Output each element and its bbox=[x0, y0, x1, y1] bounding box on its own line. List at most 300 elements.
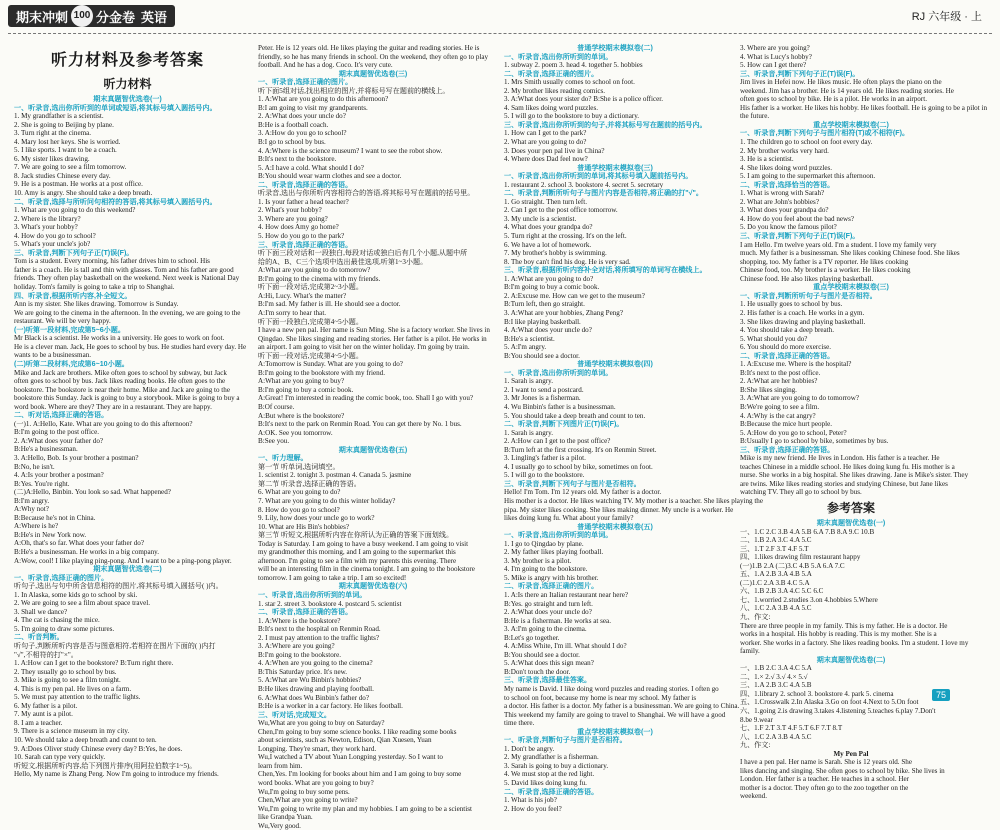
text-line: B:I'm going to buy a comic book. bbox=[504, 283, 600, 292]
text-line: 二、1.× 2.√ 3.√ 4.× 5.√ bbox=[740, 672, 808, 681]
text-line: 9. A:Does Oliver study Chinese every day? B:Yes, he does. bbox=[14, 744, 183, 753]
page-title: 听力材料及参考答案 bbox=[50, 52, 204, 69]
text-line: 1. Go straight. Then turn left. bbox=[504, 197, 588, 206]
question-heading: 一、听录音,选择正确的图片。 bbox=[14, 573, 109, 582]
text-line: 6. We have a lot of homework. bbox=[504, 240, 592, 249]
text-line: 4. What is Lucy's hobby? bbox=[740, 52, 812, 61]
text-line: B:I'm going to the bookstore. bbox=[258, 650, 342, 659]
text-line: A:What are you going to buy? bbox=[258, 377, 345, 386]
text-line: much. My father is a businessman. She likes cooking Chinese food. She likes bbox=[740, 249, 960, 258]
penpal-body bbox=[740, 758, 962, 801]
question-heading: 一、听录音,选出你所听到的单词。 bbox=[504, 531, 613, 540]
text-line: 2. What are you going to do? bbox=[504, 138, 587, 147]
text-line: often goes to school by bike. He is a pilot. He works in an airport. bbox=[740, 95, 927, 104]
text-line: 第一节 听单词,选词填空。 bbox=[258, 462, 340, 471]
text-line: 听句子,判断所听内容是否与图意相符,若相符在图片下面的( )内打 bbox=[14, 642, 216, 650]
text-line: Wu,I watched a TV about Yuan Longping yesterday. So I want to bbox=[258, 753, 443, 762]
text-line: 1. subway 2. poem 3. head 4. together 5. hobbies bbox=[504, 61, 643, 70]
text-line: B:Yes. go straight and turn left. bbox=[504, 599, 593, 608]
text-line: 3. Lingling's father is a pilot. bbox=[504, 454, 586, 463]
section-heading: 期末真题智优选卷(三) bbox=[338, 69, 408, 78]
text-line: will be an interesting film in the cinema tonight. I am going to the bookstore bbox=[258, 565, 475, 574]
text-line: 3. What does your grandpa do? bbox=[740, 206, 829, 215]
grade-label: RJ 六年级 · 上 bbox=[911, 11, 982, 23]
text-line: 5. Do you know the famous pilot? bbox=[740, 223, 837, 232]
text-line: This weekend my family are going to travel to Shanghai. We will have a good bbox=[504, 710, 726, 719]
text-line: Mr Black is a scientist. He works in a university. He goes to work on foot. bbox=[14, 334, 225, 343]
text-line: Jim lives in Hefei now. He likes music. He often plays the piano on the bbox=[740, 78, 942, 87]
text-line: 4. She likes doing word puzzles. bbox=[740, 163, 833, 172]
text-line: word book. Where are they? They are in a restaurant. They are happy. bbox=[14, 402, 212, 411]
text-line: 4. We must stop at the red light. bbox=[504, 770, 595, 779]
text-line: He is a clever man. Jack, He goes to school by bus. He studies hard every day. He bbox=[14, 342, 247, 351]
text-line: teaches Chinese in a middle school. He likes doing kung fu. His mother is a bbox=[740, 462, 955, 471]
text-line: A:Where is he? bbox=[14, 522, 59, 531]
text-line: tomorrow. I am going to take a trip. I am so excited! bbox=[258, 573, 407, 582]
text-line: 1. My grandfather is a scientist. bbox=[14, 112, 104, 121]
text-line: 五、1.A 2.B 3.A 4.B 5.A bbox=[740, 570, 812, 579]
text-line: B:Turn left at the first crossing. It's on Renmin Street. bbox=[504, 445, 657, 454]
column-1-body bbox=[14, 95, 247, 779]
text-line: 二、1.B 2.A 3.C 4.A 5.C bbox=[740, 536, 812, 545]
text-line: 2. I want to send a postcard. bbox=[504, 385, 584, 394]
text-line: 5. How do you go to the park? bbox=[258, 232, 345, 241]
text-line: Wu,I'm going to buy some pens. bbox=[258, 787, 350, 796]
text-line: 1. What is his job? bbox=[504, 796, 557, 805]
text-line: 5. What should you do? bbox=[740, 334, 808, 343]
text-line: 5. A:What are Wu Binbin's hobbies? bbox=[258, 676, 362, 685]
question-heading: 三、听录音,判断下列句子与图片是否相符。 bbox=[504, 479, 641, 488]
text-line: A:Why not? bbox=[14, 505, 49, 514]
text-line: 1. I go to Qingdao by plane. bbox=[504, 539, 584, 548]
text-line: 1. restaurant 2. school 3. bookstore 4. secret 5. secretary bbox=[504, 180, 664, 189]
text-line: 1. In Alaska, some kids go to school by ski. bbox=[14, 590, 138, 599]
text-line: 七、1.worried 2.studies 3.on 4.hobbies 5.Where bbox=[740, 595, 878, 604]
text-line: 1. A:Excuse me. Where is the hospital? bbox=[740, 360, 852, 369]
text-line: 1. A:How can I get to the bookstore? B:Turn right there. bbox=[14, 659, 174, 668]
text-line: Mike and Jack are brothers. Mike often goes to school by subway, but Jack bbox=[14, 368, 227, 377]
text-line: 3. Turn right at the cinema. bbox=[14, 129, 92, 138]
text-line: worker. She works in a factory. She likes reading books. I'm a student. I love my bbox=[740, 638, 969, 647]
text-line: about scientists, such as Newton, Edison, Qian Xuesen, Yuan bbox=[258, 736, 432, 745]
question-heading: 二、听录音,选择正确的图片。 bbox=[504, 582, 599, 591]
text-line: 3. A:What are you going to do tomorrow? bbox=[740, 394, 859, 403]
text-line: 3. A:How do you go to school? bbox=[258, 129, 347, 138]
question-heading: 二、听录音,选择正确的答语。 bbox=[258, 608, 353, 617]
column-2 bbox=[258, 44, 490, 830]
text-line: 7. We are going to see a film tomorrow. bbox=[14, 163, 127, 172]
text-line: 4. You should take a deep breath. bbox=[740, 326, 834, 335]
text-line: 2. A:What does your father do? bbox=[14, 436, 104, 445]
text-line: 5. I'm going to draw some pictures. bbox=[14, 624, 115, 633]
text-line: B:He likes drawing and playing football. bbox=[258, 685, 374, 694]
text-line: 2. My father likes playing football. bbox=[504, 548, 604, 557]
answers-body bbox=[740, 518, 969, 750]
text-line: my grandmother this morning, and I am going to the supermarket this bbox=[258, 548, 456, 557]
text-line: 4. Where does Dad feel now? bbox=[504, 155, 588, 164]
text-line: London. Her father is a teacher. He teaches in a school. Her bbox=[740, 775, 909, 784]
question-heading: 三、听录音,判断下列句子正(T)误(F)。 bbox=[740, 69, 860, 78]
question-heading: 二、听录音,选择正确的图片。 bbox=[504, 69, 599, 78]
question-heading: 二、听对话,选择正确的答语。 bbox=[14, 411, 109, 420]
text-line: B:I go to school by bus. bbox=[258, 138, 326, 147]
text-line: 听下面三段对话和一段独白,每段对话或独白后有几个小题,从题中所 bbox=[258, 249, 468, 258]
text-line: likes doing kung fu. What about your family? bbox=[504, 514, 634, 523]
question-heading: 三、听录音,选择最佳答案。 bbox=[504, 676, 592, 685]
text-line: 3. He is a scientist. bbox=[740, 155, 794, 164]
brand-badge: 100 bbox=[71, 5, 93, 27]
text-line: 1. Sarah is angry. bbox=[504, 428, 553, 437]
text-line: 2. A:How can I get to the post office? bbox=[504, 437, 611, 446]
text-line: 2. My brother works very hard. bbox=[740, 146, 829, 155]
text-line: time there. bbox=[504, 719, 535, 728]
question-heading: 三、听录音,选择正确的答语。 bbox=[258, 240, 353, 249]
text-line: 5. Mike is angry with his brother. bbox=[504, 573, 599, 582]
text-line: 2. My brother likes reading comics. bbox=[504, 86, 606, 95]
text-line: Wu,I'm going to write my plan and my hobbies. I am going to be a scientist bbox=[258, 804, 472, 813]
text-line: Chinese food, too. My brother is a worker. He likes cooking bbox=[740, 266, 911, 275]
text-line: There are three people in my family. This is my father. He is a doctor. He bbox=[740, 621, 948, 630]
text-line: 4. I usually go to school by bike, sometimes on foot. bbox=[504, 462, 653, 471]
text-line: weekend. bbox=[740, 792, 767, 801]
text-line: 10. We should take a deep breath and count to ten. bbox=[14, 736, 157, 745]
text-line: 2. His father is a coach. He works in a gym. bbox=[740, 308, 865, 317]
text-line: 5. You should take a deep breath and count to ten. bbox=[504, 411, 646, 420]
text-line: I have a pen pal. Her name is Sarah. She is 12 years old. She bbox=[740, 758, 912, 767]
text-line: B:I'm going to buy a comic book. bbox=[258, 385, 354, 394]
text-line: 听下面一段独白,完成第4~5小题。 bbox=[258, 317, 363, 326]
question-heading: 一、听录音,选出你所听到的单词,将其标号填入题前括号内。 bbox=[504, 172, 693, 181]
text-line: B:He is a football coach. bbox=[258, 120, 329, 129]
text-line: 2. They usually go to school by bus. bbox=[14, 667, 117, 676]
text-line: 5. I will go to the bookstore to buy a dictionary. bbox=[504, 112, 640, 121]
text-line: B:I'm going to the bookstore with my friend. bbox=[258, 368, 385, 377]
question-heading: 二、听录音,选择恰当的答语。 bbox=[740, 180, 835, 189]
question-heading: 一、听录音,选出你所听到的单词。 bbox=[258, 591, 367, 599]
text-line: 5. A:How do you go to school, Peter? bbox=[740, 428, 847, 437]
text-line: 5. I like sports. I want to be a coach. bbox=[14, 146, 117, 155]
section-heading: 普通学校期末模拟卷(五) bbox=[577, 522, 653, 531]
text-line: 8. Jack studies Chinese every day. bbox=[14, 171, 111, 180]
text-line: 2. She is going to Beijing by plane. bbox=[14, 120, 114, 129]
subject-label: 英语 bbox=[141, 9, 168, 25]
section-heading: 期末真题智优选卷(一) bbox=[816, 518, 886, 527]
text-line: 9. Lily, how does your uncle go to work? bbox=[258, 514, 375, 523]
text-line: 4. A:Why is the cat angry? bbox=[740, 411, 816, 420]
text-line: 5. A:What does this sign mean? bbox=[504, 659, 594, 668]
brand-logo bbox=[8, 5, 175, 27]
text-line: 1. A:Where is the bookstore? bbox=[258, 616, 341, 625]
text-line: 5. I will go to the bookstore. bbox=[504, 471, 585, 480]
question-heading: (二)听第二段材料,完成第6~10小题。 bbox=[14, 359, 129, 368]
text-line: Chinese food. He also likes playing basketball. bbox=[740, 274, 874, 283]
text-line: 1. star 2. street 3. bookstore 4. postcard 5. scientist bbox=[258, 599, 402, 608]
text-line: 4. A:Where is the science museum? I want to see the robot show. bbox=[258, 146, 443, 155]
text-line: 3. A:Where are you going? bbox=[258, 642, 335, 651]
text-line: 3. A:What does your sister do? B:She is a police officer. bbox=[504, 95, 664, 104]
question-heading: 一、听录音,选出你所听到的单词。 bbox=[504, 368, 613, 377]
question-heading: 三、听录音,判断下列句子正(T)误(F)。 bbox=[740, 232, 860, 241]
text-line: 4. How does Amy go home? bbox=[258, 223, 339, 232]
question-heading: 二、听录音,选择与所听问句相符的答语,将其标号填入圆括号内。 bbox=[14, 197, 217, 206]
text-line: learn from him. bbox=[258, 761, 303, 770]
question-heading: 一、听力理解。 bbox=[258, 454, 308, 463]
text-line: Chen,Yes. I'm looking for books about him and I am going to buy some bbox=[258, 770, 462, 779]
text-line: 1. Mrs Smith usually comes to school on foot. bbox=[504, 78, 635, 87]
text-line: 7. My brother's hobby is swimming. bbox=[504, 249, 607, 258]
text-line: 4. A:Is your brother a postman? bbox=[14, 471, 104, 480]
text-line: (二)A:Hello, Binbin. You look so sad. What happened? bbox=[14, 488, 171, 497]
text-line: mother is a doctor. They often go to the zoo together on the bbox=[740, 783, 909, 792]
text-line: 4. Mary lost her keys. She is worried. bbox=[14, 137, 121, 146]
text-line: Mike is my new friend. He lives in London. His father is a teacher. He bbox=[740, 454, 940, 463]
text-line: I have a new pen pal. Her name is Sun Ming. She is a factory worker. She lives in bbox=[258, 326, 490, 335]
text-line: 7. What are you going to do this winter holiday? bbox=[258, 496, 396, 505]
text-line: B:He's a scientist. bbox=[504, 334, 555, 343]
text-line: A:I'm sorry to hear that. bbox=[258, 308, 327, 317]
text-line: 3. My uncle is a scientist. bbox=[504, 214, 577, 223]
text-line: 4. What does your grandpa do? bbox=[504, 223, 593, 232]
text-line: 2. A:What does your uncle do? bbox=[258, 112, 346, 121]
question-heading: 四、听录音,根据所听内容,补全短文。 bbox=[14, 291, 132, 300]
text-line: His mother is a doctor. He likes watching TV. My mother is a teacher. She likes playing the bbox=[504, 496, 764, 505]
text-line: 5. How can I get there? bbox=[740, 61, 807, 70]
text-line: 5. A:I have a cold. What should I do? bbox=[258, 163, 364, 172]
text-line: B:No, he isn't. bbox=[14, 462, 55, 471]
text-line: B:It's next to the hospital on Renmin Road. bbox=[258, 625, 381, 634]
section-heading: 期末真题智优选卷(五) bbox=[338, 445, 408, 454]
text-line: 2. A:What are her hobbies? bbox=[740, 377, 818, 386]
text-line: "√",不相符的打"×"。 bbox=[14, 650, 78, 659]
text-line: 5. I am going to the supermarket this afternoon. bbox=[740, 172, 876, 181]
text-line: 4. Wu Binbin's father is a businessman. bbox=[504, 402, 616, 411]
text-line: 4. Sam likes doing word puzzles. bbox=[504, 103, 598, 112]
text-line: afternoon. I'm going to see a film with my parents this evening. There bbox=[258, 556, 457, 565]
text-line: 听下面5组对话,找出相应的图片,并将标号写在题前的横线上。 bbox=[258, 86, 450, 95]
text-line: B:Yes. You're right. bbox=[14, 479, 70, 488]
text-line: a doctor. His father is a doctor. My father is a businessman. We are going to China. bbox=[504, 702, 740, 711]
text-line: bookstore this Sunday. Jack is going to buy a storybook. Mike is going to buy a bbox=[14, 394, 240, 403]
text-line: 八、1.C 2.A 3.B 4.A 5.C bbox=[740, 604, 812, 613]
text-line: Hello, My name is Zhang Peng. Now I'm going to introduce my friends. bbox=[14, 770, 219, 779]
text-line: holiday. Tom's family is going to take a trip to Shanghai. bbox=[14, 283, 175, 292]
text-line: 3. Sarah is going to buy a dictionary. bbox=[504, 761, 609, 770]
text-line: B:We're going to see a film. bbox=[740, 402, 820, 411]
text-line: (二)1.C 2.A 3.B 4.C 5.A bbox=[740, 578, 810, 587]
text-line: A:Hi, Lucy. What's the matter? bbox=[258, 291, 347, 300]
text-line: B:It's next to the post office. bbox=[740, 368, 821, 377]
page-number: 75 bbox=[932, 689, 950, 701]
text-line: 5. We must pay attention to the traffic lights. bbox=[14, 693, 141, 702]
text-line: 听下面一段对话,完成第4~5小题。 bbox=[258, 351, 363, 360]
text-line: word books. What are you going to buy? bbox=[258, 779, 374, 788]
text-line: 4. This is my pen pal. He lives on a farm. bbox=[14, 684, 132, 693]
text-line: 4. How do you go to school? bbox=[14, 231, 96, 240]
text-line: works in a hospital. His hobby is reading. This is my mother. She is a bbox=[740, 630, 937, 639]
text-line: 1. How can I get to the park? bbox=[504, 129, 587, 138]
question-heading: 一、听录音,判断句子与图片是否相符。 bbox=[504, 736, 627, 745]
text-line: B:He's in New York now. bbox=[14, 530, 87, 539]
text-line: are twins. Mike likes reading stories and studying Chinese, but Jane likes bbox=[740, 479, 948, 488]
section-heading: 重点学校期末模拟卷(三) bbox=[813, 283, 889, 292]
text-line: 2. My grandfather is a fisherman. bbox=[504, 753, 599, 762]
page-header bbox=[0, 0, 1000, 40]
text-line: B:I'm sad. My father is ill. He should see a doctor. bbox=[258, 300, 401, 309]
text-line: A:What are you going to do tomorrow? bbox=[258, 266, 371, 275]
text-line: B:He's a businessman. He works in a big company. bbox=[14, 547, 160, 556]
text-line: restaurant. We will be very happy. bbox=[14, 317, 111, 326]
text-line: 1. A:Is there an Italian restaurant near here? bbox=[504, 591, 629, 599]
text-line: 三、1.A 2.B 3.C 4.A 5.B bbox=[740, 681, 812, 690]
question-heading: 一、听录音,选择正确的图片。 bbox=[258, 78, 353, 87]
question-heading: 三、听对话,完成短文。 bbox=[258, 710, 331, 719]
text-line: 四、1.library 2. school 3. bookstore 4. park 5. cinema bbox=[740, 689, 894, 698]
text-line: Tom is a student. Every morning, his father drives him to school. His bbox=[14, 257, 210, 266]
text-line: 3. Where are you going? bbox=[740, 44, 810, 52]
text-line: 10. Amy is angry. She should take a deep breath. bbox=[14, 189, 153, 198]
text-line: B:I'm angry. bbox=[14, 496, 50, 505]
text-line: 3. A:I'm going to the cinema. bbox=[504, 625, 587, 634]
text-line: 4. How do you feel about the bad news? bbox=[740, 214, 855, 223]
text-line: 6. My father is a pilot. bbox=[14, 701, 78, 710]
section-heading: 期末真题智优选卷(六) bbox=[338, 582, 408, 591]
text-line: bookstore. The bookstore is near their home. Mike and Jack are going to the bbox=[14, 385, 230, 394]
text-line: A:Great! I'm interested in reading the comic book, too. Shall I go with you? bbox=[258, 394, 474, 403]
question-heading: 一、听录音,判断所听句子与图片是否相符。 bbox=[740, 291, 877, 300]
text-line: B:Turn left, then go straight. bbox=[504, 300, 585, 309]
text-line: Peter. He is 12 years old. He likes playing the guitar and reading stories. He is bbox=[258, 44, 480, 52]
text-line: 8. The boy can't find his dog. He is very sad. bbox=[504, 257, 631, 266]
text-line: 2. A:What does your uncle do? bbox=[504, 608, 592, 617]
brand-right-text: 分金卷 bbox=[96, 9, 136, 25]
text-line: 2. What's your hobby? bbox=[258, 206, 322, 215]
text-line: B:Let's go together. bbox=[504, 633, 560, 642]
text-line: A:Wow, cool! I like playing ping-pong. And I want to be a ping-pong player. bbox=[14, 556, 232, 565]
question-heading: 三、听录音,选择正确的答语。 bbox=[740, 445, 835, 454]
text-line: B:I like playing basketball. bbox=[504, 317, 581, 326]
text-line: 3. What's your hobby? bbox=[14, 223, 78, 232]
text-line: 1. scientist 2. tonight 3. postman 4. Canada 5. jasmine bbox=[258, 471, 412, 480]
text-line: (一)1.B 2.A (二)3.C 4.B 5.A 6.A 7.C bbox=[740, 561, 845, 570]
text-line: B:It's next to the bookstore. bbox=[258, 155, 337, 164]
question-heading: (一)听第一段材料,完成第5~6小题。 bbox=[14, 325, 125, 334]
question-heading: 二、听音判断。 bbox=[14, 633, 64, 642]
text-line: likes dancing and singing. She often goes to school by bike. She lives in bbox=[740, 766, 945, 775]
text-line: shopping, too. My father is a TV reporter. He likes cooking bbox=[740, 257, 909, 266]
question-heading: 一、听录音,选出你所听到的单词或短语,将其标号填入圆括号内。 bbox=[14, 103, 217, 112]
text-line: 5. What's your uncle's job? bbox=[14, 240, 91, 249]
text-line: 2. How do you feel? bbox=[504, 804, 562, 813]
text-line: 一、1.B 2.C 3.A 4.C 5.A bbox=[740, 664, 812, 673]
text-line: often goes to school by bus. Jack likes reading books. He often goes to the bbox=[14, 377, 226, 386]
text-line: 六、1.B 2.B 3.A 4.C 5.C 6.C bbox=[740, 587, 824, 596]
text-line: 3. Where are you going? bbox=[258, 214, 328, 223]
section-heading: 期末真题智优选卷(一) bbox=[93, 95, 162, 103]
text-line: 5. Turn right at the crossing. It's on the left. bbox=[504, 232, 627, 241]
text-line: the future. bbox=[740, 112, 770, 121]
text-line: B:He is a fisherman. He works at sea. bbox=[504, 616, 611, 625]
text-line: friends. They often play basketball on the weekend. Next week is National Day bbox=[14, 274, 240, 283]
text-line: A:OK. See you tomorrow. bbox=[258, 428, 333, 437]
text-line: 六、1.going 2.is drawing 3.takes 4.listening 5.teaches 6.play 7.Don't bbox=[740, 707, 936, 716]
text-line: B:She likes singing. bbox=[740, 385, 797, 394]
text-line: 5. David likes doing kung fu. bbox=[504, 779, 587, 788]
text-line: B:I am going to visit my grandparents. bbox=[258, 103, 368, 112]
text-line: like Grandpa Yuan. bbox=[258, 813, 313, 822]
text-line: 3. Does your pen pal live in China? bbox=[504, 146, 605, 155]
text-line: B:I'm going to the cinema with my friends. bbox=[258, 274, 381, 283]
text-line: 3. A:Hello, Bob. Is your brother a postman? bbox=[14, 453, 139, 462]
text-line: Hello! I'm Tom. I'm 12 years old. My father is a doctor. bbox=[504, 488, 662, 497]
section-heading: 重点学校期末模拟卷(一) bbox=[577, 727, 653, 736]
text-line: 6. You should do more exercise. bbox=[740, 343, 832, 352]
text-line: My name is David. I like doing word puzzles and reading stories. I often go bbox=[504, 685, 719, 694]
text-line: 听下面一段对话,完成第2~3小题。 bbox=[258, 283, 363, 292]
section-heading: 重点学校期末模拟卷(二) bbox=[813, 120, 889, 129]
question-heading: 二、听录音,判断下列图片正(T)误(F)。 bbox=[504, 420, 624, 429]
text-line: 第二节 听录音,选择正确的答语。 bbox=[258, 479, 361, 488]
text-line: 4. I'm going to the bookstore. bbox=[504, 565, 588, 574]
text-line: Longping. They're smart, they work hard. bbox=[258, 744, 377, 753]
text-line: 1. Is your father a head teacher? bbox=[258, 197, 349, 206]
text-line: 4. A:What does your uncle do? bbox=[504, 326, 592, 335]
text-line: friendly, so he has many friends in school. On the weekend, they often go to play bbox=[258, 52, 489, 61]
text-line: B:Because he's not in China. bbox=[14, 513, 96, 522]
text-line: 4. The cat is chasing the mice. bbox=[14, 616, 100, 625]
text-line: football. And he has a dog. Coco. It's very cute. bbox=[258, 61, 393, 70]
text-line: 2. Can I get to the post office tomorrow. bbox=[504, 206, 618, 215]
text-line: 四、1.likes drawing film restaurant happy bbox=[740, 553, 861, 562]
text-line: B:See you. bbox=[258, 437, 290, 446]
text-line: Qingdao. She likes singing and reading stories. Her father is a pilot. He works in bbox=[258, 334, 487, 343]
text-line: 2. A:Excuse me. How can we get to the museum? bbox=[504, 291, 645, 300]
text-line: watching TV. They all go to school by bus. bbox=[740, 488, 862, 497]
text-line: Today is Saturday. I am going to have a busy weekend. I am going to visit bbox=[258, 539, 469, 548]
text-line: 听短文,根据所听内容,给下列图片排序(用阿拉伯数字1~5)。 bbox=[14, 761, 197, 770]
text-line: 1. Sarah is angry. bbox=[504, 377, 553, 386]
text-line: Wu,What are you going to buy on Saturday? bbox=[258, 719, 385, 728]
text-line: 1. He usually goes to school by bus. bbox=[740, 300, 843, 309]
column-1 bbox=[14, 44, 247, 779]
text-line: B:Usually I go to school by bike, sometimes by bus. bbox=[740, 437, 889, 446]
text-line: B:This Saturday price. It's new. bbox=[258, 667, 348, 676]
text-line: 4. A:When are you going to the cinema? bbox=[258, 659, 373, 668]
text-line: 8. How do you go to school? bbox=[258, 505, 340, 514]
text-line: 1. A:What are you going to do? bbox=[504, 274, 594, 283]
text-line: I am Hello. I'm twelve years old. I'm a student. I love my family very bbox=[740, 240, 937, 249]
text-line: an airport. I am going to visit her on the winter holiday. I'm going by train. bbox=[258, 343, 470, 352]
text-line: His father is a worker. He likes his hobby. He likes football. He is going to be a pilot in bbox=[740, 103, 987, 112]
text-line: 听句子,选出与句中所含信息相符的图片,将其标号填入圆括号( )内。 bbox=[14, 582, 223, 591]
question-heading: 二、听录音,选择正确的答语。 bbox=[740, 351, 835, 360]
text-line: B:I'm going to the post office. bbox=[14, 428, 100, 437]
text-line: 3. Mike is going to see a film tonight. bbox=[14, 676, 121, 685]
question-heading: 一、听录音,选出你所听到的单词。 bbox=[504, 52, 613, 61]
question-heading: 二、听录音,判断所听句子与图片内容是否相符,将正确的打"√"。 bbox=[504, 189, 703, 198]
text-line: Chen,What are you going to write? bbox=[258, 796, 358, 805]
text-line: family. bbox=[740, 647, 760, 656]
text-line: 9. There is a science museum in my city. bbox=[14, 727, 130, 736]
text-line: (一)1. A:Hello, Kate. What are you going to do this afternoon? bbox=[14, 419, 193, 428]
text-line: We are going to the cinema in the afternoon. In the evening, we are going to the bbox=[14, 308, 241, 317]
text-line: B:He is a worker in a car factory. He likes football. bbox=[258, 702, 403, 711]
text-line: B:Of course. bbox=[258, 402, 295, 411]
text-line: 2. Where is the library? bbox=[14, 214, 81, 223]
section-title-listening: 听力材料 bbox=[103, 77, 152, 91]
text-line: 第三节 听短文,根据所听内容在你所认为正确的答案下面划线。 bbox=[258, 531, 454, 540]
text-line: 2. We are going to see a film about space travel. bbox=[14, 599, 150, 608]
brand-left-text: 期末冲刺 bbox=[16, 9, 69, 25]
